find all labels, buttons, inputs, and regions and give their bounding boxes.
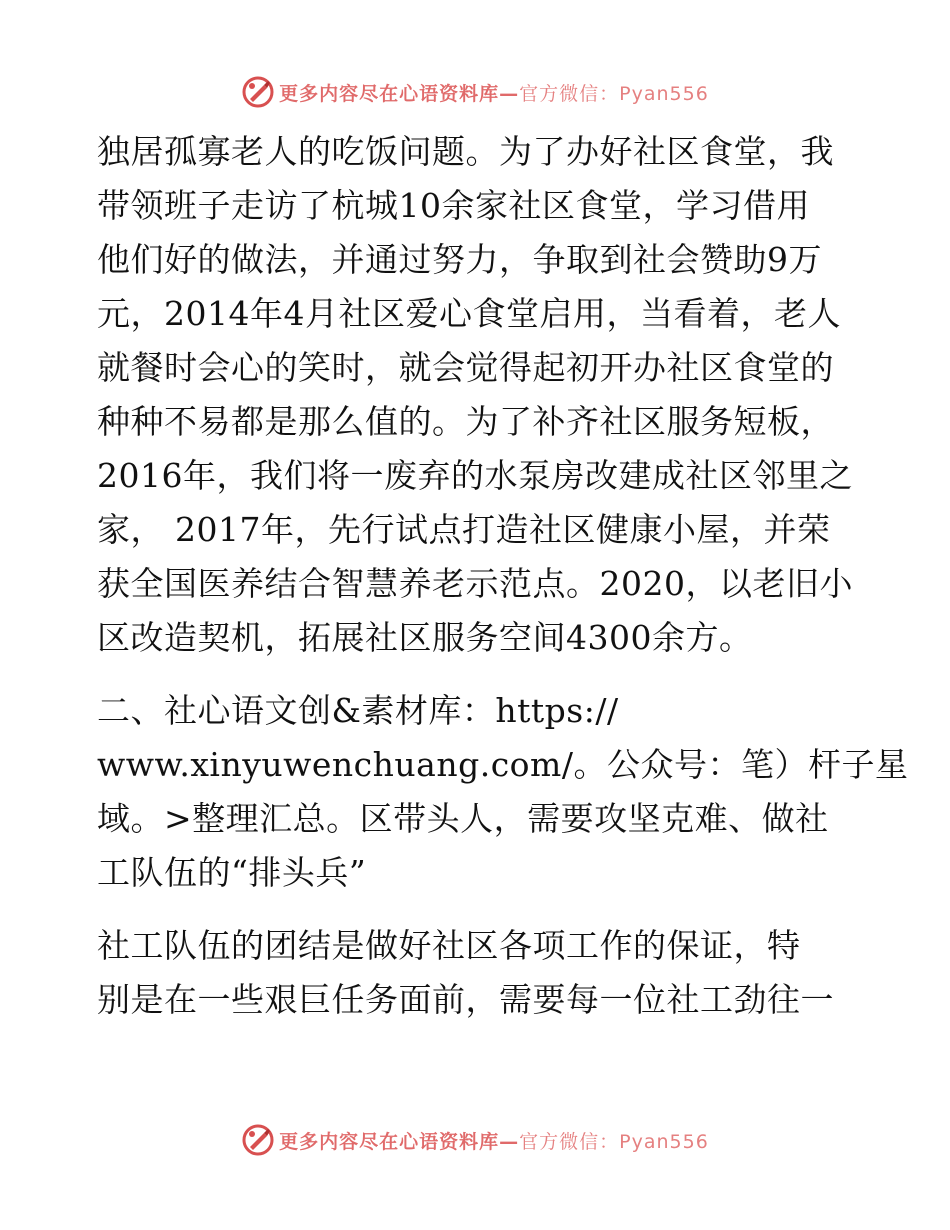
paragraph-3 xyxy=(97,919,857,1027)
header-separator: — xyxy=(499,82,520,105)
text-line: 元，2014年4月社区爱心食堂启用，当看着，老人 xyxy=(97,294,841,333)
header-watermark-banner xyxy=(0,72,950,112)
paragraph-2-section-heading xyxy=(97,684,909,900)
text-line: 独居孤寡老人的吃饭问题。为了办好社区食堂，我 xyxy=(97,132,834,171)
text-line: 别是在一些艰巨任务面前，需要每一位社工劲往一 xyxy=(97,980,834,1019)
paragraph-1 xyxy=(97,125,857,665)
footer-watermark-banner xyxy=(0,1120,950,1160)
text-line: 就餐时会心的笑时，就会觉得起初开办社区食堂的 xyxy=(97,348,834,387)
text-line: 带领班子走访了杭城10余家社区食堂，学习借用 xyxy=(97,186,810,225)
text-line: 他们好的做法，并通过努力，争取到社会赞助9万 xyxy=(97,240,822,279)
text-line: www.xinyuwenchuang.com/。公众号：笔）杆子星 xyxy=(97,745,909,784)
header-brand-text: 更多内容尽在心语资料库 xyxy=(279,82,500,105)
text-line: 社工队伍的团结是做好社区各项工作的保证，特 xyxy=(97,926,801,965)
header-wechat-text: 官方微信：Pyan556 xyxy=(519,82,709,105)
brand-logo-icon xyxy=(241,75,275,109)
footer-wechat-text: 官方微信：Pyan556 xyxy=(519,1130,709,1153)
text-line: 二、社心语文创&素材库：https:// xyxy=(97,691,619,730)
footer-brand-text: 更多内容尽在心语资料库 xyxy=(279,1130,500,1153)
text-line: 家， 2017年，先行试点打造社区健康小屋，并荣 xyxy=(97,510,831,549)
text-line: 获全国医养结合智慧养老示范点。2020，以老旧小 xyxy=(97,564,853,603)
text-line: 2016年，我们将一废弃的水泵房改建成社区邻里之 xyxy=(97,456,853,495)
text-line: 区改造契机，拓展社区服务空间4300余方。 xyxy=(97,618,753,657)
text-line: 种种不易都是那么值的。为了补齐社区服务短板， xyxy=(97,402,834,441)
brand-logo-icon xyxy=(241,1123,275,1157)
header-watermark-text xyxy=(279,79,709,106)
document-body xyxy=(97,125,909,1027)
text-line: 域。>整理汇总。区带头人，需要攻坚克难、做社 xyxy=(97,799,829,838)
text-line: 工队伍的“排头兵” xyxy=(97,853,367,892)
footer-watermark-text xyxy=(279,1127,709,1154)
footer-separator: — xyxy=(499,1130,520,1153)
